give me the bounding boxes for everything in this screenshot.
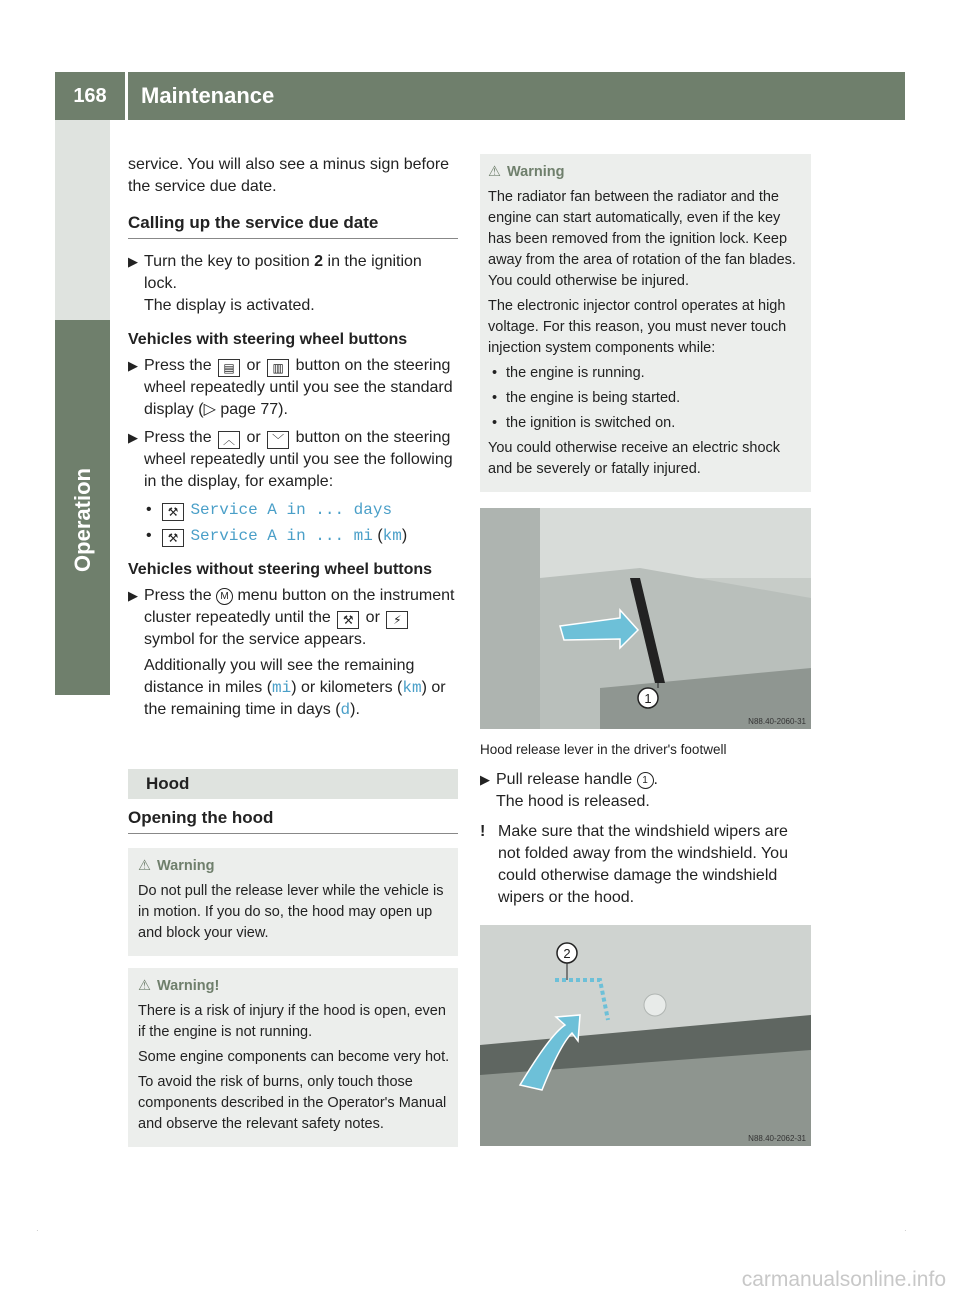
- warning-triangle-icon: ⚠: [488, 164, 501, 180]
- step-result: The hood is released.: [496, 793, 650, 810]
- step-text: or: [361, 609, 385, 626]
- step-bold: 2: [314, 253, 324, 270]
- warning-title: [488, 162, 803, 183]
- warning-box-motion: [128, 848, 458, 956]
- display-text: Service A in ... days: [190, 501, 393, 519]
- footer-mark-right: ·: [904, 1226, 907, 1235]
- step-additional: [144, 655, 458, 721]
- list-item: [492, 363, 803, 384]
- step-text: ) or the remaining time in days (: [144, 679, 446, 718]
- bullet-text: the engine is being started.: [506, 390, 681, 406]
- page-header: [55, 72, 905, 120]
- intro-text: service. You will also see a minus sign before the service due date.: [128, 156, 450, 195]
- figure-code: N88.40-2062-31: [748, 1134, 806, 1143]
- step-text: Press the: [144, 587, 217, 604]
- bullet-text: the ignition is switched on.: [506, 415, 676, 431]
- step-text: menu button on the instrument cluster repeatedly until the: [144, 587, 455, 626]
- warning-title-text: Warning: [507, 164, 565, 180]
- hood-band: Hood: [128, 769, 458, 799]
- bullet-dot: •: [492, 415, 498, 431]
- list-item: [146, 525, 458, 547]
- figure-label: 2: [563, 946, 571, 961]
- warning-box-hot: [128, 968, 458, 1147]
- warning-text: Do not pull the release lever while the vehicle is in motion. If you do so, the hood may open up and block your view.: [138, 883, 444, 941]
- warning-text: The radiator fan between the radiator and the engine can start automatically, even if the key has been removed from the ignition lock. Keep away from the area of rotation of the fan blades. You could otherwise be injured.: [488, 189, 796, 289]
- bullet-text: the engine is running.: [506, 365, 645, 381]
- paren: (: [372, 527, 383, 544]
- paren: ): [401, 527, 408, 544]
- figure-label: 1: [644, 691, 652, 706]
- list-item: [492, 413, 803, 434]
- warning-box-fan: [480, 154, 811, 492]
- figure-caption: Hood release lever in the driver's footwell: [480, 742, 727, 757]
- header-divider: [125, 72, 128, 120]
- warning-bullets: [492, 363, 803, 434]
- warning-title-text: Warning!: [157, 978, 220, 994]
- warning-text: You could otherwise receive an electric shock and be severely or fatally injured.: [488, 440, 781, 477]
- warning-text: The electronic injector control operates at high voltage. For this reason, you must never touch injection system components while:: [488, 298, 787, 356]
- step-text: .: [653, 771, 658, 788]
- wrench-icon: ⚒: [162, 529, 184, 547]
- step-text: Press the: [144, 429, 217, 446]
- watermark: carmanualsonline.info: [741, 1268, 946, 1291]
- down-arrow-button-icon: ﹀: [267, 431, 289, 449]
- step-text: ).: [278, 401, 288, 418]
- handle-number-icon: 1: [637, 772, 654, 789]
- warning-triangle-icon: ⚠: [138, 858, 151, 874]
- up-arrow-button-icon: ︿: [218, 431, 240, 449]
- warning-triangle-icon: ⚠: [138, 978, 151, 994]
- wrench-icon: ⚒: [337, 611, 359, 629]
- step-text: Turn the key to position: [144, 253, 315, 270]
- section-title: Maintenance: [141, 83, 275, 108]
- step-press-display: [128, 355, 458, 421]
- bullet-dot: •: [492, 390, 498, 406]
- note-text: Make sure that the windshield wipers are not folded away from the windshield. You could otherwise damage the windshield wipers or the hood.: [498, 823, 788, 906]
- display-unit: mi: [272, 679, 292, 697]
- hood-release-illustration: [480, 508, 811, 729]
- opening-heading: Opening the hood: [128, 807, 458, 834]
- hood-latch-illustration: [480, 925, 811, 1146]
- sw-heading: Vehicles with steering wheel buttons: [128, 331, 408, 348]
- page-ref-icon: ▷: [203, 401, 221, 418]
- side-tab: [55, 120, 110, 695]
- warning-title-text: Warning: [157, 858, 215, 874]
- note-exclamation-icon: !: [480, 823, 486, 840]
- step-text: or: [242, 429, 266, 446]
- step-text: button on the steering wheel repeatedly until you see the following in the display, for example:: [144, 429, 453, 490]
- display-examples: [146, 499, 458, 547]
- page-number: 168: [73, 84, 107, 107]
- bullet-dot: •: [146, 501, 152, 518]
- hood-latch-figure: [480, 925, 811, 1146]
- warning-text: There is a risk of injury if the hood is open, even if the engine is not running.: [138, 1003, 446, 1040]
- step-arrow-icon: ▶: [128, 588, 138, 603]
- warning-text: Some engine components can become very hot.: [138, 1049, 450, 1065]
- display-back-icon: ▤: [218, 359, 240, 377]
- page-ref[interactable]: page 77: [220, 401, 279, 418]
- calling-heading: Calling up the service due date: [128, 212, 458, 239]
- warning-title: [138, 856, 450, 877]
- step-text: or: [242, 357, 266, 374]
- step-text: ).: [350, 701, 360, 718]
- side-tab-label-wrap: [55, 420, 110, 620]
- wrench-icon: ⚒: [162, 503, 184, 521]
- display-text: Service A in ... mi: [190, 527, 373, 545]
- display-unit: km: [382, 527, 402, 545]
- step-arrow-icon: ▶: [128, 358, 138, 373]
- right-column: [480, 154, 811, 1146]
- step-text: ) or kilometers (: [291, 679, 403, 696]
- step-arrow-icon: ▶: [480, 772, 490, 787]
- menu-button-icon: M: [216, 588, 233, 605]
- list-item: [146, 499, 458, 521]
- step-text: symbol for the service appears.: [144, 631, 367, 648]
- list-item: [492, 388, 803, 409]
- left-column: [128, 154, 458, 1147]
- step-pull-handle: [480, 769, 811, 813]
- display-unit: km: [402, 679, 422, 697]
- step-press-menu: [128, 585, 458, 721]
- step-arrow-icon: ▶: [128, 430, 138, 445]
- nosw-heading: Vehicles without steering wheel buttons: [128, 561, 433, 578]
- footer-mark-left: ·: [36, 1226, 39, 1235]
- step-text: button on the steering wheel repeatedly until you see the standard display (: [144, 357, 453, 418]
- step-arrow-icon: ▶: [128, 254, 138, 269]
- warning-text: To avoid the risk of burns, only touch those components described in the Operator's Manual and observe the relevant safety notes.: [138, 1074, 447, 1132]
- wrench-overdue-icon: ⚡: [386, 611, 408, 629]
- step-text: Additionally you will see the remaining distance in miles (: [144, 657, 415, 696]
- display-unit: d: [340, 701, 351, 719]
- windshield-note: [480, 821, 811, 909]
- side-tab-label: Operation: [69, 468, 95, 572]
- warning-title: [138, 976, 450, 997]
- step-result: The display is activated.: [144, 297, 315, 314]
- step-text: Pull release handle: [496, 771, 637, 788]
- step-text: in the ignition lock.: [144, 253, 422, 292]
- bullet-dot: •: [492, 365, 498, 381]
- step-press-arrows: [128, 427, 458, 493]
- hood-release-figure: [480, 508, 811, 729]
- step-turn-key: [128, 251, 458, 317]
- display-forward-icon: ▥: [267, 359, 289, 377]
- step-text: Press the: [144, 357, 217, 374]
- bullet-dot: •: [146, 527, 152, 544]
- figure-code: N88.40-2060-31: [748, 717, 806, 726]
